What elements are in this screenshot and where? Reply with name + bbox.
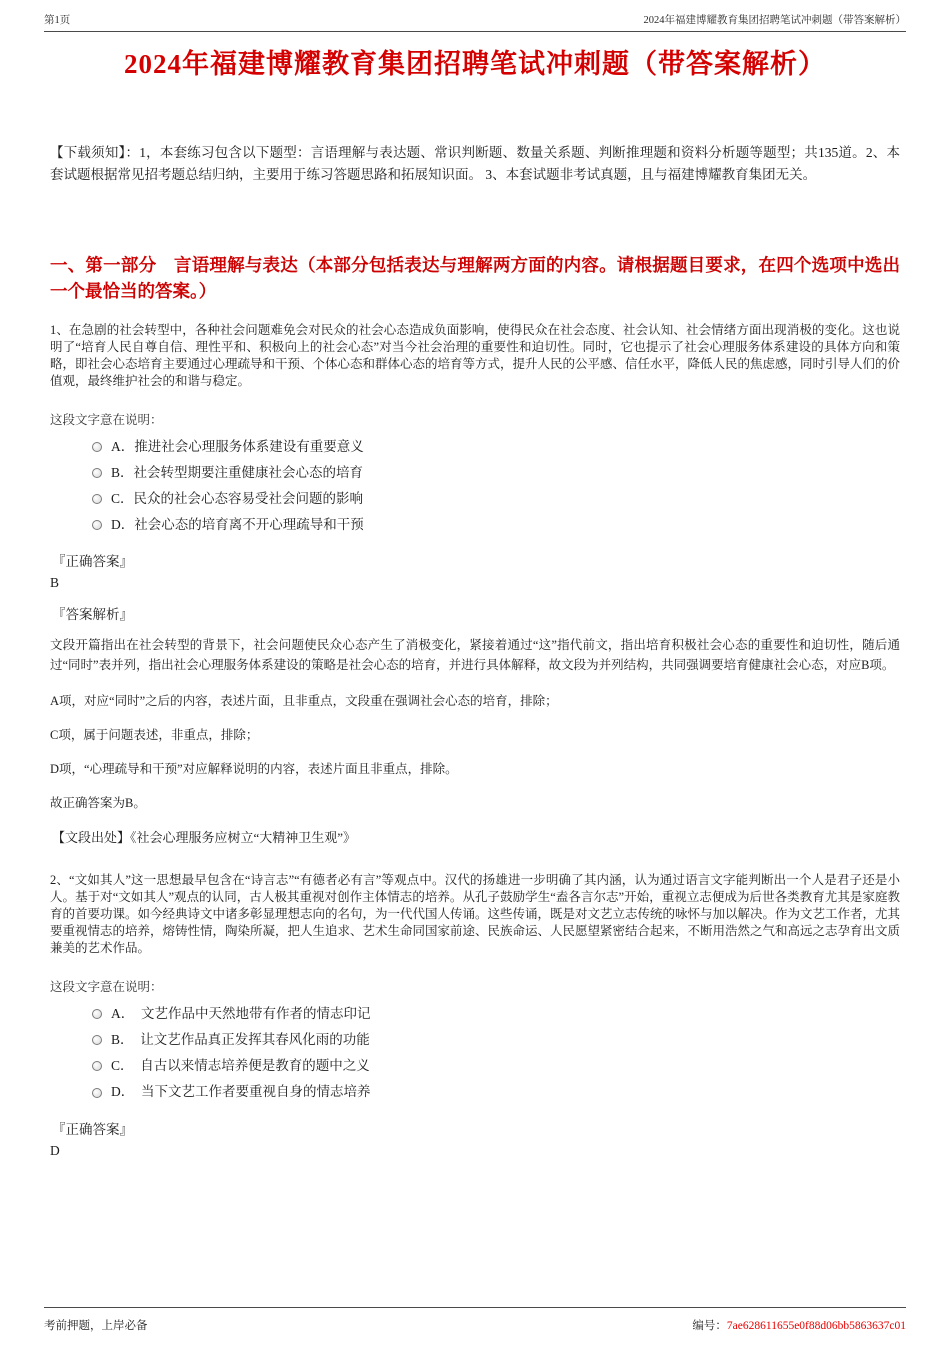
radio-icon[interactable] (92, 468, 102, 478)
analysis-item-d: D项，“心理疏导和干预”对应解释说明的内容，表述片面且非重点，排除。 (50, 762, 458, 777)
option-label: D．社会心态的培育离不开心理疏导和干预 (111, 517, 364, 533)
option-label: B． 让文艺作品真正发挥其春风化雨的功能 (111, 1032, 370, 1048)
analysis-conclusion: 故正确答案为B。 (50, 796, 146, 811)
section-heading: 一、第一部分 言语理解与表达（本部分包括表达与理解两方面的内容。请根据题目要求，在四个选项中选出一个最恰当的答案。） (50, 255, 900, 301)
analysis-item-c: C项，属于问题表述，非重点，排除； (50, 728, 259, 743)
radio-icon[interactable] (92, 520, 102, 530)
correct-answer-label: 『正确答案』 (52, 554, 133, 570)
header-doc-title: 2024年福建博耀教育集团招聘笔试冲刺题（带答案解析） (643, 15, 906, 26)
header-divider (44, 31, 906, 32)
option-label: D． 当下文艺工作者要重视自身的情志培养 (111, 1084, 371, 1100)
option-label: C．民众的社会心态容易受社会问题的影响 (111, 491, 364, 507)
footer-serial-code: 7ae628611655e0f88d06bb5863637c01 (726, 1320, 906, 1332)
footer-serial (692, 1317, 906, 1333)
option-label: C． 自古以来情志培养便是教育的题中之义 (111, 1058, 370, 1074)
page-number: 第1页 (44, 15, 71, 26)
analysis-label: 『答案解析』 (52, 607, 133, 623)
correct-answer-value: B (50, 575, 60, 591)
question-1 (0, 322, 950, 846)
correct-answer-label: 『正确答案』 (52, 1121, 133, 1137)
question-1-stem: 1、在急剧的社会转型中，各种社会问题难免会对民众的社会心态造成负面影响，使得民众在社会态度、社会认知、社会情绪方面出现消极的变化。这也说明了“培育人民自尊自信、理性平和、积极向上的社会心态”对当今社会治理的重要性和迫切性。同时，它也提示了社会心理服务体系建设的具体方向和策略，即社会心态培育主要通过心理疏导和干预、个体心态和群体心态的培育等方式，提升人民的公平感、信任水平，降低人民的焦虑感，同时引导人们的价值观，最终维护社会的和谐与稳定。 (50, 323, 901, 388)
analysis-paragraph: 文段开篇指出在社会转型的背景下，社会问题使民众心态产生了消极变化，紧接着通过“这”指代前文，指出培育积极社会心态的重要性和迫切性，随后通过“同时”表并列，指出社会心理服务体系建设的策略是社会心态的培育，并进行具体解释，故文段为并列结构，共同强调要培育健康社会心态，对应B项。 (50, 638, 900, 673)
radio-icon[interactable] (92, 1061, 102, 1071)
radio-icon[interactable] (92, 494, 102, 504)
question-2-prompt: 这段文字意在说明： (50, 979, 163, 994)
option-row-a (50, 434, 900, 460)
question-2 (0, 872, 950, 1158)
option-row-b (50, 460, 900, 486)
correct-answer-value: D (50, 1142, 60, 1158)
download-notice: 【下载须知】：1，本套练习包含以下题型：言语理解与表达题、常识判断题、数量关系题、判断推理题和资料分析题等题型；共135道。2、本套试题根据常见招考题总结归纳，主要用于练习答题思路和拓展知识面。 3、本套试题非考试真题，且与福建博耀教育集团无关。 (50, 144, 900, 182)
radio-icon[interactable] (92, 1009, 102, 1019)
analysis-item-a: A项，对应“同时”之后的内容，表述片面，且非重点，文段重在强调社会心态的培育，排除； (50, 694, 558, 709)
page-header (0, 0, 950, 27)
option-label: A．推进社会心理服务体系建设有重要意义 (111, 438, 364, 454)
question-2-options (50, 1001, 900, 1106)
question-2-stem: 2、“文如其人”这一思想最早包含在“诗言志”“有德者必有言”等观点中。汉代的扬雄进一步明确了其内涵，认为通过语言文字能判断出一个人是君子还是小人。基于对“文如其人”观点的认同，古人极其重视对创作主体情志的培养。从孔子鼓励学生“盍各言尔志”开始，重视立志便成为后世各类教育尤其是家庭教育的首要功课。如今经典诗文中诸多彰显理想志向的名句，为一代代国人传诵。这些传诵，既是对文艺立志传统的咏怀与加以解决。作为文艺工作者，尤其要重视情志的培养，熔铸性情，陶染所凝，把人生追求、艺术生命同国家前途、民族命运、人民愿望紧密结合起来，不断用浩然之气和高远之志孕育出文质兼美的艺术作品。 (50, 873, 901, 955)
option-label: B．社会转型期要注重健康社会心态的培育 (111, 464, 364, 480)
radio-icon[interactable] (92, 442, 102, 452)
passage-source: 【文段出处】《社会心理服务应树立“大精神卫生观”》 (52, 830, 357, 846)
question-1-options (50, 434, 900, 539)
question-1-prompt: 这段文字意在说明： (50, 412, 163, 427)
radio-icon[interactable] (92, 1035, 102, 1045)
radio-icon[interactable] (92, 1088, 102, 1098)
option-row-b (50, 1027, 900, 1053)
document-title: 2024年福建博耀教育集团招聘笔试冲刺题（带答案解析） (124, 49, 826, 79)
option-row-c (50, 1053, 900, 1079)
option-row-c (50, 486, 900, 512)
option-row-d (50, 512, 900, 538)
option-label: A． 文艺作品中天然地带有作者的情志印记 (111, 1005, 371, 1021)
option-row-d (50, 1079, 900, 1105)
option-row-a (50, 1001, 900, 1027)
footer-serial-label: 编号： (692, 1320, 727, 1332)
page-footer (44, 1307, 906, 1333)
footer-slogan: 考前押题，上岸必备 (44, 1320, 148, 1332)
